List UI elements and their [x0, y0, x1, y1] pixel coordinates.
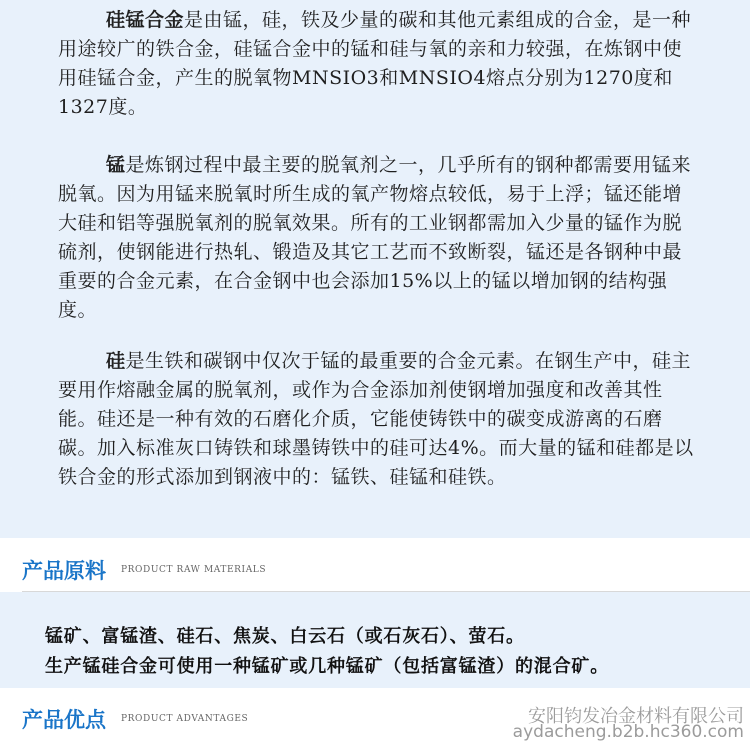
intro-paragraph-silicon — [58, 347, 698, 492]
paragraph-lead-term: 硅锰合金 — [106, 9, 185, 31]
section-title-en: PRODUCT ADVANTAGES — [121, 714, 249, 724]
section-title-en: PRODUCT RAW MATERIALS — [121, 565, 267, 575]
paragraph-lead-term: 硅 — [106, 350, 126, 372]
paragraph-body: 是生铁和碳钢中仅次于锰的最重要的合金元素。在钢生产中，硅主要用作熔融金属的脱氧剂，或作为合金添加剂使钢增加强度和改善其性能。硅还是一种有效的石磨化介质，它能使铸铁中的碳变成游离的石磨碳。加入标准灰口铸铁和球墨铸铁中的硅可达4%。而大量的锰和硅都是以铁合金的形式添加到钢液中的：锰铁、硅锰和硅铁。 — [58, 350, 694, 488]
raw-materials-panel — [0, 592, 750, 688]
paragraph-body: 是由锰，硅，铁及少量的碳和其他元素组成的合金，是一种用途较广的铁合金，硅锰合金中的锰和硅与氧的亲和力较强，在炼钢中使用硅锰合金，产生的脱氧物MNSIO3和MNSIO4熔点分别为1270度和1327度。 — [58, 9, 692, 118]
intro-paragraph-silicomanganese — [58, 6, 698, 122]
paragraph-lead-term: 锰 — [106, 154, 126, 176]
watermark-company: 安阳钧发冶金材料有限公司 — [528, 706, 744, 727]
section-title-zh: 产品原料 — [22, 559, 106, 583]
section-header-raw-materials — [18, 553, 748, 589]
materials-line: 生产锰硅合金可使用一种锰矿或几种锰矿（包括富锰渣）的混合矿。 — [45, 656, 609, 677]
intro-paragraph-manganese — [58, 151, 698, 325]
materials-line: 锰矿、富锰渣、硅石、焦炭、白云石（或石灰石）、萤石。 — [45, 626, 525, 647]
paragraph-body: 是炼钢过程中最主要的脱氧剂之一，几乎所有的钢种都需要用锰来脱氧。因为用锰来脱氧时所生成的氧产物熔点较低，易于上浮；锰还能增大硅和铝等强脱氧剂的脱氧效果。所有的工业钢都需加入少量的锰作为脱硫剂，使钢能进行热轧、锻造及其它工艺而不致断裂，锰还是各钢种中最重要的合金元素，在合金钢中也会添加15%以上的锰以增加钢的结构强度。 — [58, 154, 692, 321]
section-title-zh: 产品优点 — [22, 708, 106, 732]
watermark-url: aydacheng.b2b.hc360.com — [512, 722, 744, 742]
